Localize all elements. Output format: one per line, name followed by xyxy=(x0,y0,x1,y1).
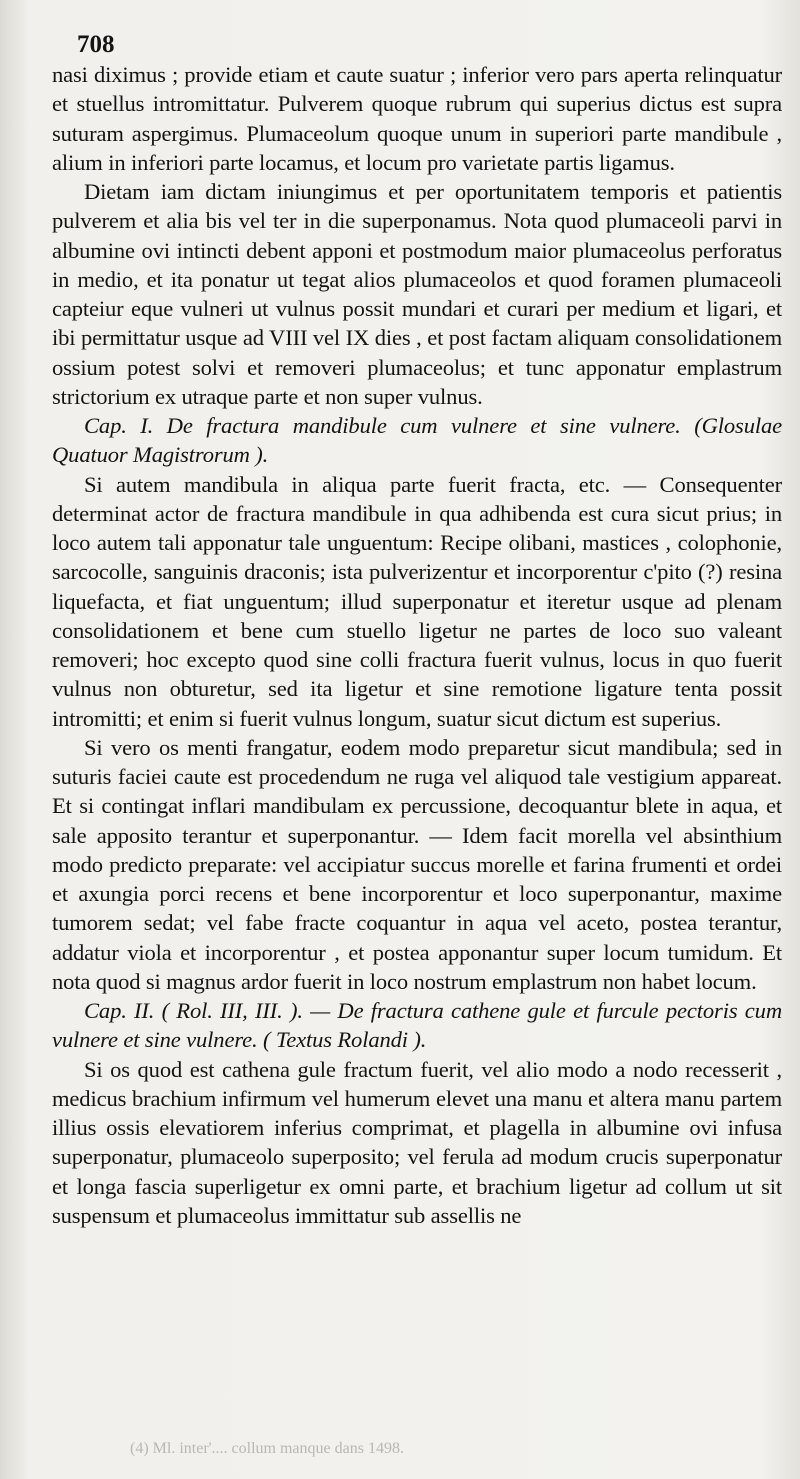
paragraph-si-os: Si os quod est cathena gule fractum fuerit, vel alio modo a nodo recesserit , medicus brachium infirmum vel humerum elevet una manu et altera manu partem illius ossis elevatiorem inferius comprimat, et plagella in albumine ovi infusa superponatur, plumaceolo superposito; vel ferula ad modum crucis superponatur et longa fascia superligetur ex omni parte, et brachium ligetur ad collum ut sit suspensum et plumaceolus immittatur sub assellis ne xyxy=(52,1056,782,1228)
paragraph-continuation: nasi diximus ; provide etiam et caute suatur ; inferior vero pars aperta relinquatur et stuellus intromittatur. Pulverem quoque rubrum qui superius dictus est supra suturam aspergimus. Plumaceolum quoque unum in superiori parte mandibule , alium in inferiori parte locamus, et locum pro varietate partis ligamus. xyxy=(52,62,782,175)
paragraph-dietam: Dietam iam dictam iniungimus et per oportunitatem temporis et patientis pulverem et alia bis vel ter in die superponamus. Nota quod plumaceoli parvi in albumine ovi intincti debent apponi et postmodum maior plumaceolus perforatus in medio, et ita ponatur ut tegat alios plumaceolos et quod foramen plumaceoli capteiur eque vulneri ut vulnus possit mundari et curari per medium et ligari, et ibi permittatur usque ad VIII vel IX dies , et post factam aliquam consolidationem ossium potest solvi et removeri plumaceolus; et tunc apponatur emplastrum strictorium ex utraque parte et non super vulnus. xyxy=(52,179,782,409)
footnote-bleed-through: (4) Ml. inter'.... collum manque dans 1498. xyxy=(130,1440,404,1457)
chapter-heading-2: Cap. II. ( Rol. III, III. ). — De fractura cathene gule et furcule pectoris cum vulnere et sine vulnere. ( Textus Rolandi ). xyxy=(52,998,782,1053)
paragraph-si-autem: Si autem mandibula in aliqua parte fuerit fracta, etc. — Consequenter determinat actor de fractura mandibule in qua adhibenda est cura sicut prius; in loco autem tali apponatur tale unguentum: Recipe olibani, mastices , colophonie, sarcocolle, sanguinis draconis; ista pulverizentur et incorporentur c'pito (?) resina liquefacta, et fiat unguentum; illud superponatur et iteretur usque ad plenam consolidationem et bene cum stuello ligetur ne partes de loco suo valeant removeri; hoc excepto quod sine colli fractura fuerit vulnus, locus in quo fuerit vulnus non obturetur, sed ita ligetur et sine remotione ligature tenta possit intromitti; et enim si fuerit vulnus longum, suatur sicut dictum est superius. xyxy=(52,471,782,731)
paragraph-si-vero: Si vero os menti frangatur, eodem modo preparetur sicut mandibula; sed in suturis faciei caute est procedendum ne ruga vel aliquod tale vestigium appareat. Et si contingat inflari mandibulam ex percussione, decoquantur blete in aqua, et sale apposito terantur et superponantur. — Idem facit morella vel absinthium modo predicto preparate: vel accipiatur succus morelle et farina frumenti et ordei et axungia porci recens et bene incorporentur et loco superponantur, maxime tumorem sedat; vel fabe fracte coquantur in aqua vel aceto, postea terantur, addatur viola et incorporentur , et postea apponantur super locum tumidum. Et nota quod si magnus ardor fuerit in loco nostrum emplastrum non habet locum. xyxy=(52,734,782,994)
chapter-heading-1: Cap. I. De fractura mandibule cum vulnere et sine vulnere. (Glosulae Quatuor Magistrorum ). xyxy=(52,413,782,468)
page-number: 708 xyxy=(77,31,115,58)
body-text xyxy=(52,60,782,1230)
